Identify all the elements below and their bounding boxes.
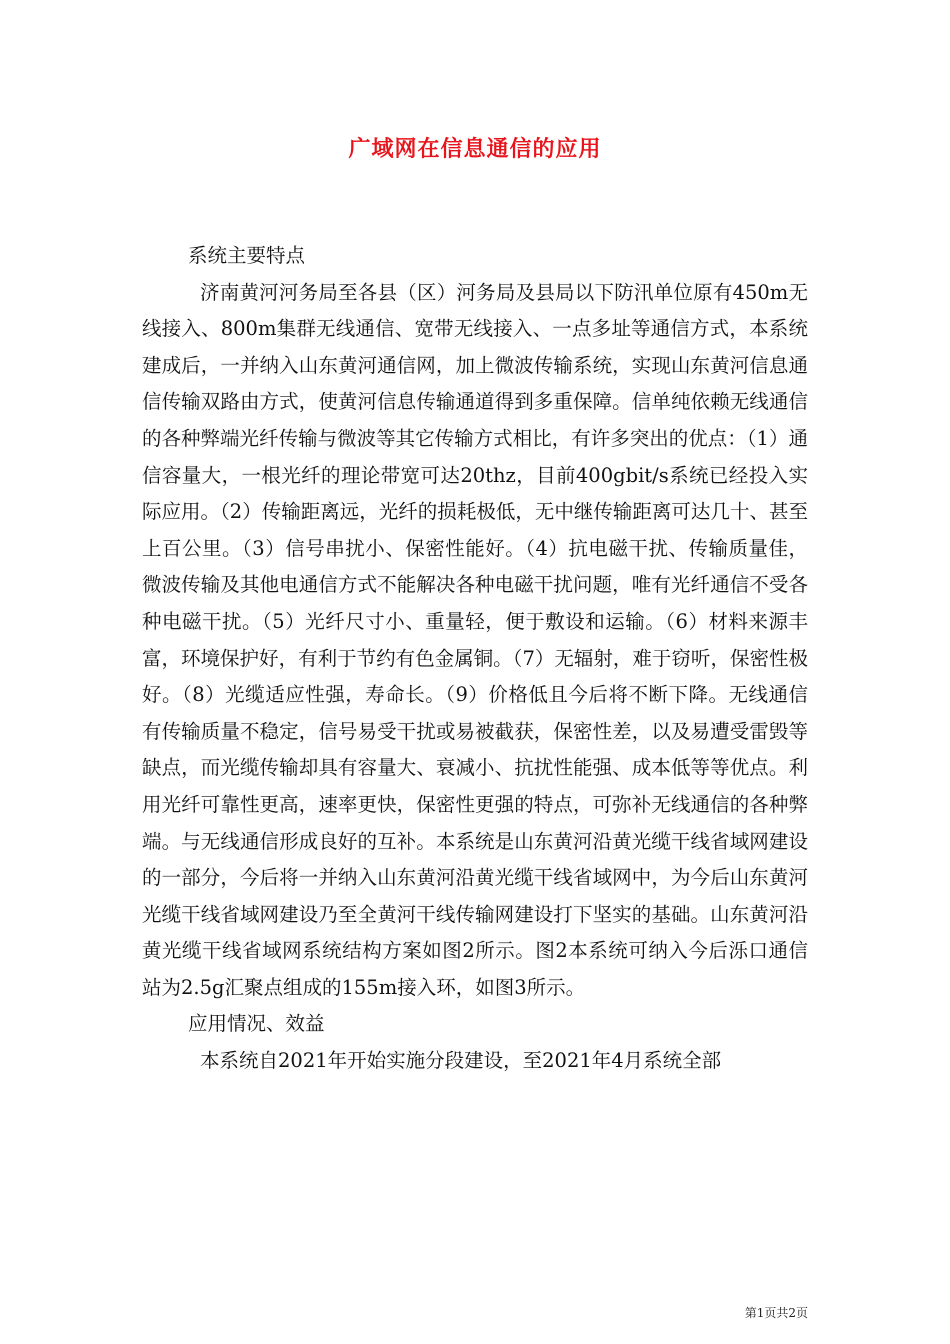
section-heading-features: 系统主要特点 [188,244,306,267]
paragraph-features: 济南黄河河务局至各县（区）河务局及县局以下防汛单位原有450m无线接入、800m集群无线通信、宽带无线接入、一点多址等通信方式，本系统建成后，一并纳入山东黄河通信网，加上微波传输系统，实现山东黄河信息通信传输双路由方式，使黄河信息传输通道得到多重保障。信单纯依赖无线通信的各种弊端光纤传输与微波等其它传输方式相比，有许多突出的优点：（1）通信容量大，一根光纤的理论带宽可达20thz，目前400gbit/s系统已经投入实际应用。（2）传输距离远，光纤的损耗极低，无中继传输距离可达几十、甚至上百公里。（3）信号串扰小、保密性能好。（4）抗电磁干扰、传输质量佳，微波传输及其他电通信方式不能解决各种电磁干扰问题，唯有光纤通信不受各种电磁干扰。（5）光纤尺寸小、重量轻，便于敷设和运输。（6）材料来源丰富，环境保护好，有利于节约有色金属铜。（7）无辐射，难于窃听，保密性极好。（8）光缆适应性强，寿命长。（9）价格低且今后将不断下降。无线通信有传输质量不稳定，信号易受干扰或易被截获，保密性差，以及易遭受雷毁等缺点，而光缆传输却具有容量大、衰减小、抗扰性能强、成本低等等优点。利用光纤可靠性更高，速率更快，保密性更强的特点，可弥补无线通信的各种弊端。与无线通信形成良好的互补。本系统是山东黄河沿黄光缆干线省域网建设的一部分，今后将一并纳入山东黄河沿黄光缆干线省域网中，为今后山东黄河光缆干线省域网建设乃至全黄河干线传输网建设打下坚实的基础。山东黄河沿黄光缆干线省域网系统结构方案如图2所示。图2本系统可纳入今后泺口通信站为2.5g汇聚点组成的155m接入环，如图3所示。 [142,280,808,999]
paragraph-application: 本系统自2021年开始实施分段建设，至2021年4月系统全部 [200,1049,722,1073]
section-heading-application: 应用情况、效益 [188,1012,325,1036]
page-number: 第1页共2页 [744,1306,808,1320]
page-title: 广域网在信息通信的应用 [348,136,602,162]
document-body [142,238,808,1080]
